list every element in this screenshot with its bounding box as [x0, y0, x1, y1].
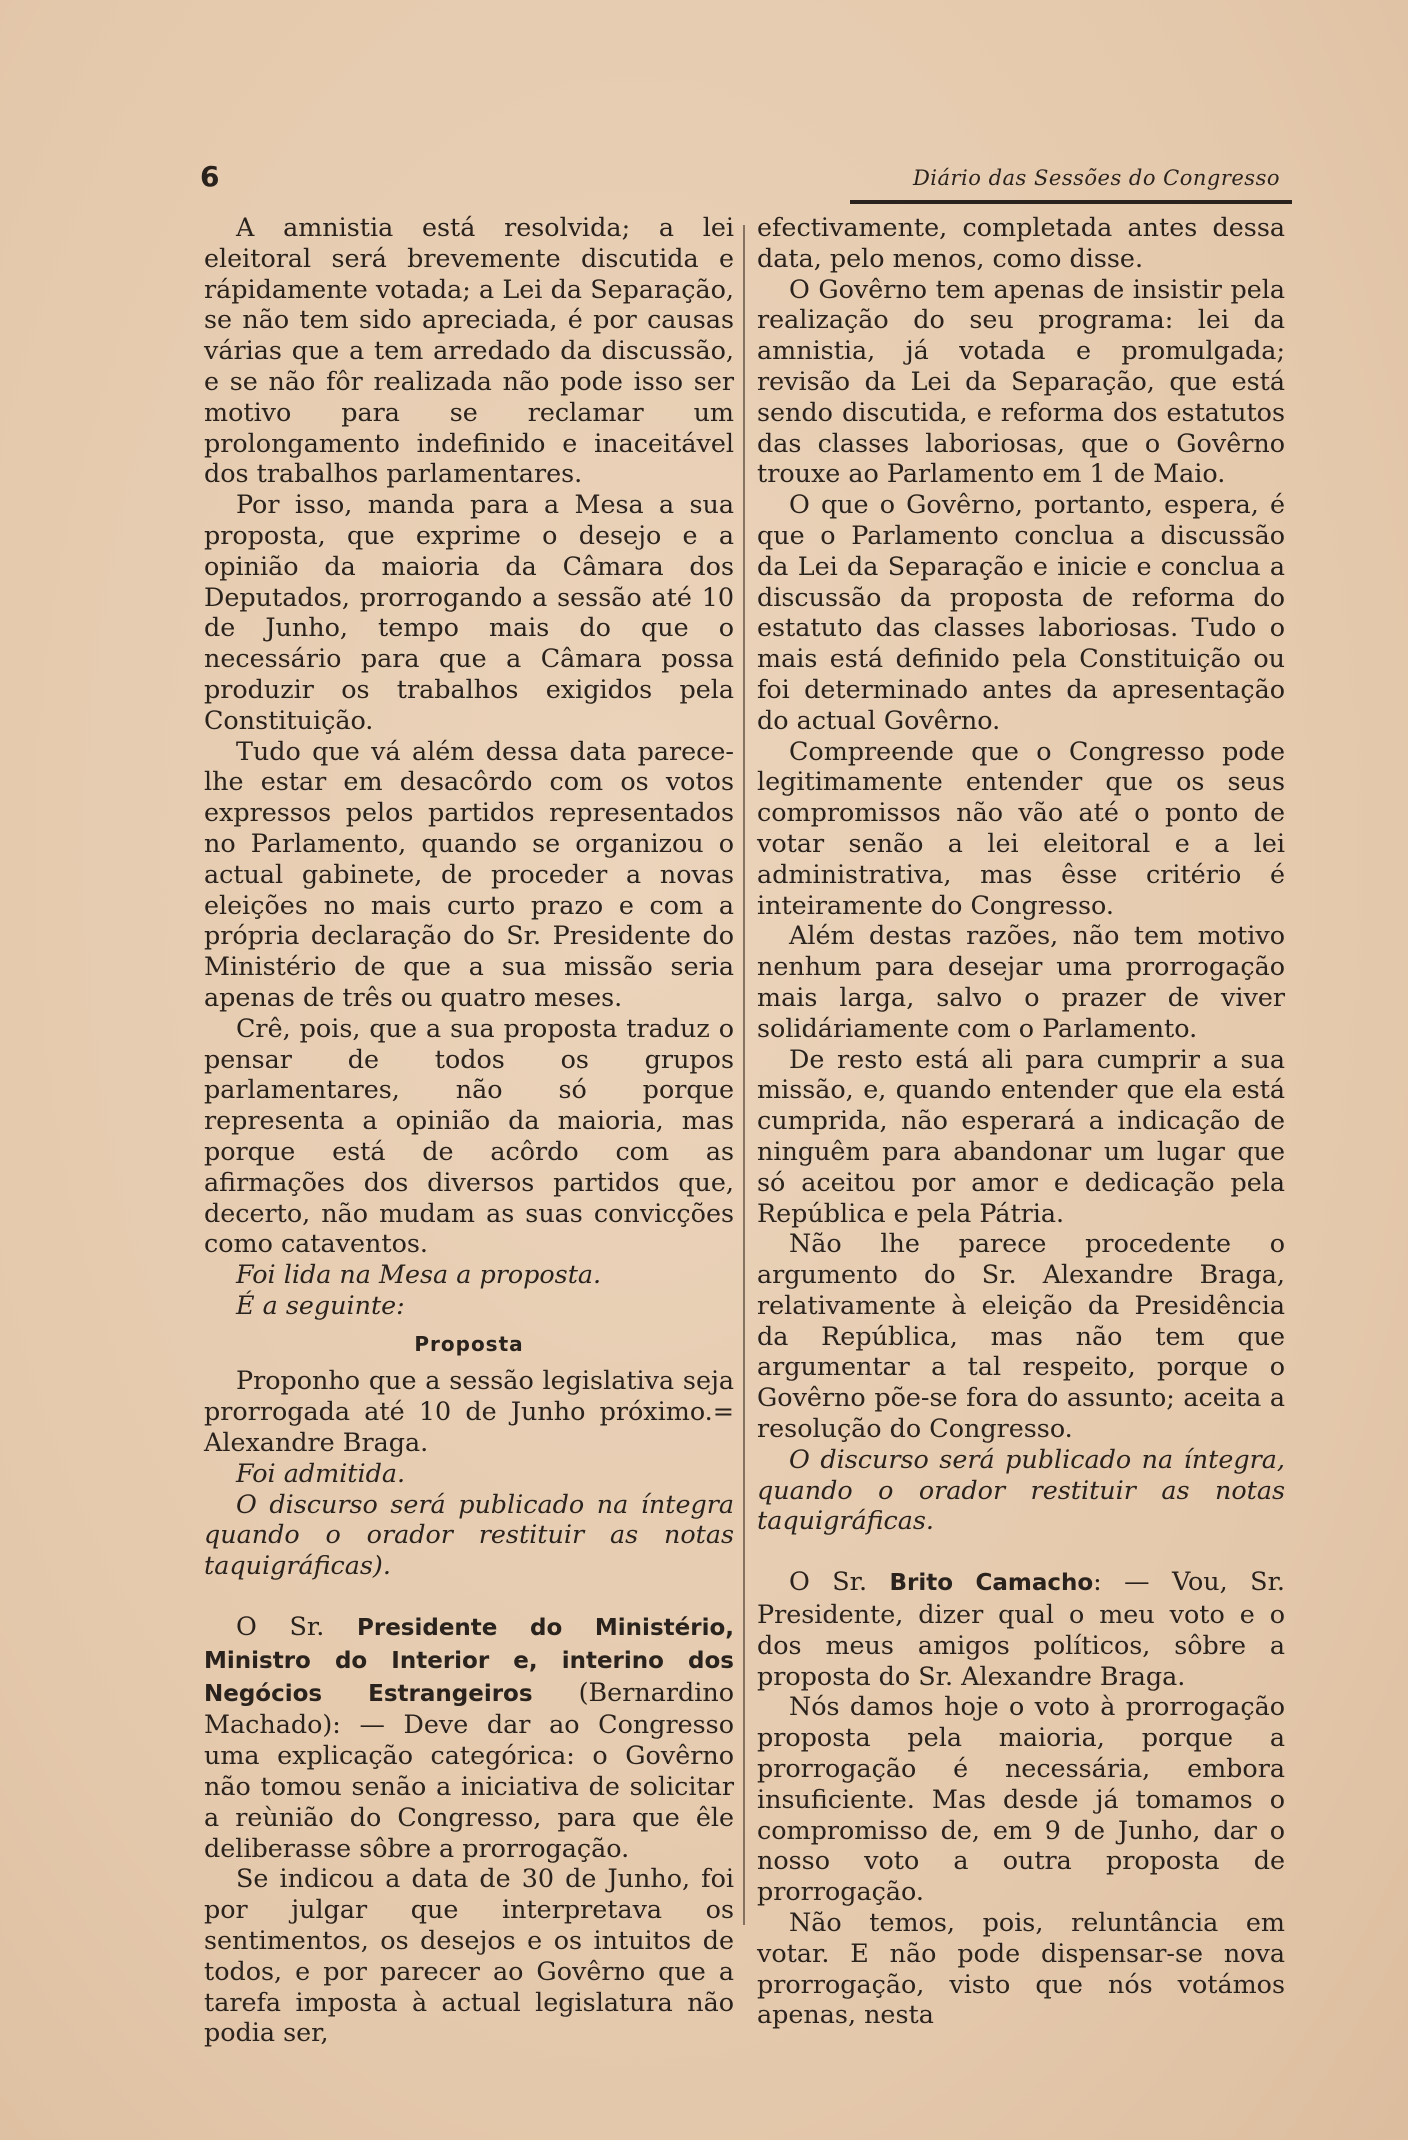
paragraph: Proponho que a sessão legislativa seja prorrogada até 10 de Junho próximo.= Alexandre Braga.: [204, 1365, 734, 1458]
speech-text: (Bernardino Machado): — Deve dar ao Congresso uma explicação categórica: o Govêrno não tomou senão a iniciativa de solicitar a reùnião do Congresso, para que êle deliberasse sôbre a prorrogação.: [204, 1676, 734, 1863]
speaker-name: Brito Camacho: [889, 1570, 1094, 1597]
header-rule: [850, 200, 1292, 204]
paragraph: Por isso, manda para a Mesa a sua proposta, que exprime o desejo e a opinião da maioria da Câmara dos Deputados, prorrogando a sessão até 10 de Junho, tempo mais do que o necessário para que a Câmara possa produzir os trabalhos exigidos pela Constituição.: [204, 489, 734, 735]
left-column: [204, 212, 734, 2048]
paragraph: É a seguinte:: [236, 1289, 405, 1320]
column-divider: [743, 225, 745, 1925]
paragraph: Foi lida na Mesa a proposta.: [236, 1259, 602, 1290]
speaker-prefix: O Sr.: [789, 1566, 890, 1597]
speaker-name: Presidente do Ministério, Ministro do Interior e, interino dos Negócios Estrangeiros: [204, 1615, 734, 1707]
speaker-prefix: O Sr.: [236, 1611, 357, 1642]
right-column: [757, 212, 1285, 2030]
paragraph: efectivamente, completada antes dessa data, pelo menos, como disse.: [757, 212, 1285, 273]
section-heading: Proposta: [414, 1331, 524, 1356]
page-number: 6: [200, 160, 220, 193]
paragraph: O que o Govêrno, portanto, espera, é que o Parlamento conclua a discussão da Lei da Separação e inicie e conclua a discussão da proposta de reforma do estatuto das classes laboriosas. Tudo o mais está definido pela Constituição ou foi determinado antes da apresentação do actual Govêrno.: [757, 489, 1285, 735]
paragraph: Crê, pois, que a sua proposta traduz o pensar de todos os grupos parlamentares, não só porque representa a opinião da maioria, mas porque está de acôrdo com as afirmações dos diversos partidos que, decerto, não mudam as suas convicções como cataventos.: [204, 1012, 734, 1259]
paragraph: Além destas razões, não tem motivo nenhum para desejar uma prorrogação mais larga, salvo o prazer de viver solidáriamente com o Parlamento.: [757, 920, 1285, 1043]
speech-text: : — Vou, Sr. Presidente, dizer qual o meu voto e o dos meus amigos políticos, sôbre a proposta do Sr. Alexandre Braga.: [757, 1566, 1285, 1691]
speaker-paragraph: [757, 1566, 1285, 1691]
paragraph: A amnistia está resolvida; a lei eleitoral será brevemente discutida e rápidamente votada; a Lei da Separação, se não tem sido apreciada, é por causas várias que a tem arredado da discussão, e se não fôr realizada não pode isso ser motivo para se reclamar um prolongamento indefinido e inaceitável dos trabalhos parlamentares.: [204, 212, 734, 489]
speaker-paragraph: [204, 1611, 734, 1863]
paragraph: Tudo que vá além dessa data parece-lhe estar em desacôrdo com os votos expressos pelos partidos representados no Parlamento, quando se organizou o actual gabinete, de proceder a novas eleições no mais curto prazo e com a própria declaração do Sr. Presidente do Ministério de que a sua missão seria apenas de três ou quatro meses.: [204, 735, 734, 1012]
paragraph: O discurso será publicado na íntegra, quando o orador restituir as notas taquigráficas.: [757, 1443, 1285, 1536]
running-title: Diário das Sessões do Congresso: [912, 166, 1280, 190]
page-header: [200, 160, 1280, 200]
paragraph: O Govêrno tem apenas de insistir pela realização do seu programa: lei da amnistia, já votada e promulgada; revisão da Lei da Separação, que está sendo discutida, e reforma dos estatutos das classes laboriosas, que o Govêrno trouxe ao Parlamento em 1 de Maio.: [757, 273, 1285, 489]
paragraph: O discurso será publicado na íntegra quando o orador restituir as notas taquigráficas).: [204, 1488, 734, 1581]
paragraph: Não temos, pois, reluntância em votar. E não pode dispensar-se nova prorrogação, visto que nós votámos apenas, nesta: [757, 1907, 1285, 2030]
paragraph: Nós damos hoje o voto à prorrogação proposta pela maioria, porque a prorrogação é necessária, embora insuficiente. Mas desde já tomamos o compromisso de, em 9 de Junho, dar o nosso voto a outra proposta de prorrogação.: [757, 1691, 1285, 1907]
paragraph: Compreende que o Congresso pode legitimamente entender que os seus compromissos não vão até o ponto de votar senão a lei eleitoral e a lei administrativa, mas êsse critério é inteiramente do Congresso.: [757, 735, 1285, 920]
paragraph: Foi admitida.: [236, 1457, 406, 1488]
paragraph: De resto está ali para cumprir a sua missão, e, quando entender que ela está cumprida, não esperará a indicação de ninguêm para abandonar um lugar que só aceitou por amor e dedicação pela República e pela Pátria.: [757, 1043, 1285, 1228]
paragraph: Se indicou a data de 30 de Junho, foi por julgar que interpretava os sentimentos, os desejos e os intuitos de todos, e por parecer ao Govêrno que a tarefa imposta à actual legislatura não podia ser,: [204, 1863, 734, 2048]
paragraph: Não lhe parece procedente o argumento do Sr. Alexandre Braga, relativamente à eleição da Presidência da República, mas não tem que argumentar a tal respeito, porque o Govêrno põe-se fora do assunto; aceita a resolução do Congresso.: [757, 1228, 1285, 1444]
